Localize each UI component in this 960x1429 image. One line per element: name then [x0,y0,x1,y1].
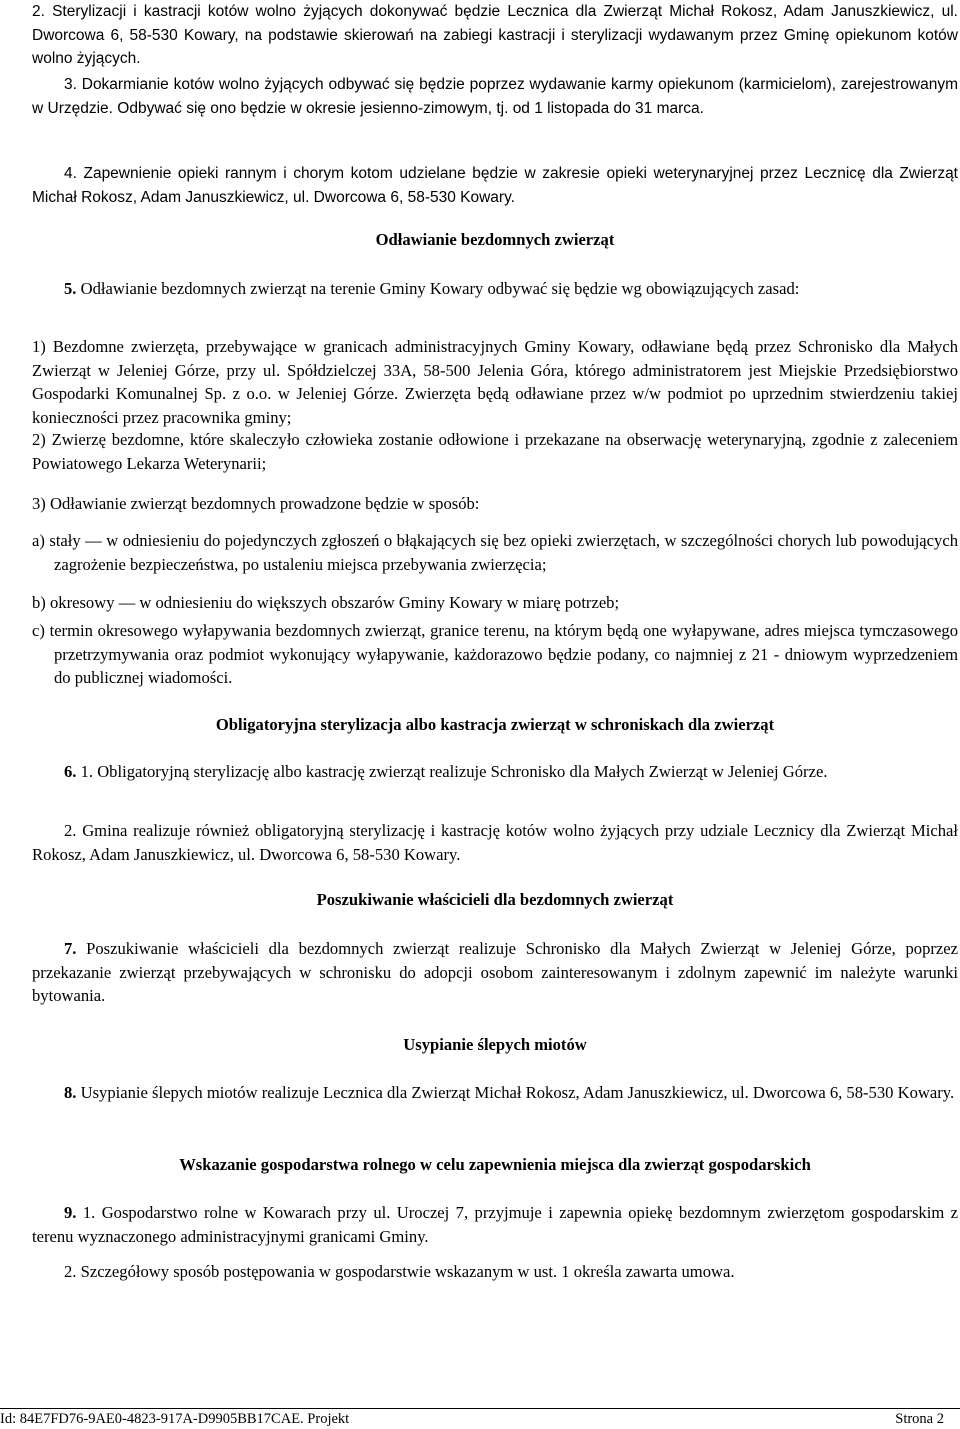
section-7-paragraph [32,937,958,1008]
section-8-number: 8. [64,1083,77,1102]
section-5-item-2: 2) Zwierzę bezdomne, które skaleczyło człowieka zostanie odłowione i przekazane na obserwację weterynaryjną, zgodnie z zaleceniem Powiatowego Lekarza Weterynarii; [32,430,958,473]
heading-section-5: Odławianie bezdomnych zwierząt [375,230,615,249]
heading-section-8: Usypianie ślepych miotów [403,1035,587,1054]
section-6-number: 6. [64,762,77,781]
heading-section-7: Poszukiwanie właścicieli dla bezdomnych zwierząt [316,890,674,909]
section-5-item-1: 1) Bezdomne zwierzęta, przebywające w granicach administracyjnych Gminy Kowary, odławiane będą przez Schronisko dla Małych Zwierząt w Jeleniej Górze, przy ul. Spółdzielczej 33A, 58-500 Jelenia Góra, którego administratorem jest Miejskie Przedsiębiorstwo Gospodarki Komunalnej Sp. z o.o. w Jeleniej Górze. Zwierzęta będą odławiane przez w/w podmiot po uprzednim stwierdzeniu takiej konieczności przez pracownika gminy; [32,337,958,427]
section-8-text: Usypianie ślepych miotów realizuje Lecznica dla Zwierząt Michał Rokosz, Adam Januszkiewicz, ul. Dworcowa 6, 58-530 Kowary. [76,1083,955,1102]
section-9-paragraph-2: 2. Szczegółowy sposób postępowania w gospodarstwie wskazanym w ust. 1 określa zawarta umowa. [64,1262,735,1281]
paragraph-2: 2. Sterylizacji i kastracji kotów wolno żyjących dokonywać będzie Lecznica dla Zwierząt Michał Rokosz, Adam Januszkiewicz, ul. Dworcowa 6, 58-530 Kowary, na podstawie skierowań na zabiegi kastracji i sterylizacji wydawanym przez Gminę opiekunom kotów wolno żyjących. [32,3,958,67]
section-7-text: Poszukiwanie właścicieli dla bezdomnych zwierząt realizuje Schronisko dla Małych Zwierząt w Jeleniej Górze, poprzez przekazanie zwierząt przebywających w schronisku do adopcji osobom zainteresowanym i zdolnym zapewnić im należyte warunki bytowania. [32,939,958,1005]
section-6-paragraph-1 [32,760,958,784]
section-9-paragraph-1 [32,1201,958,1248]
section-5-intro [32,277,958,301]
section-5-sub-b: b) okresowy — w odniesieniu do większych obszarów Gminy Kowary w miarę potrzeb; [32,593,620,612]
section-6-paragraph-2: 2. Gmina realizuje również obligatoryjną sterylizację i kastrację kotów wolno żyjących przy udziale Lecznicy dla Zwierząt Michał Rokosz, Adam Januszkiewicz, ul. Dworcowa 6, 58-530 Kowary. [32,821,958,864]
section-9-number: 9. [64,1203,77,1222]
section-5-item-3: 3) Odławianie zwierząt bezdomnych prowadzone będzie w sposób: [32,494,480,513]
section-5-number: 5. [64,279,77,298]
section-5-sub-a: a) stały — w odniesieniu do pojedynczych zgłoszeń o błąkających się bez opieki zwierzętach, w szczególności chorych lub powodujących zagrożenie bezpieczeństwa, po ustaleniu miejsca przebywania zwierzęcia; [32,531,958,574]
section-9-text-1: 1. Gospodarstwo rolne w Kowarach przy ul. Uroczej 7, przyjmuje i zapewnia opiekę bezdomnym zwierzętom gospodarskim z terenu wyznaczonego administracyjnymi granicami Gminy. [32,1203,958,1246]
page-footer [0,1408,960,1429]
section-5-sub-c: c) termin okresowego wyłapywania bezdomnych zwierząt, granice terenu, na którym będą one wyłapywane, adres miejsca tymczasowego przetrzymywania oraz podmiot wykonujący wyłapywanie, każdorazowo będzie podany, co najmniej z 21 - dniowym wyprzedzeniem do publicznej wiadomości. [32,621,958,687]
section-7-number: 7. [64,939,77,958]
paragraph-3: 3. Dokarmianie kotów wolno żyjących odbywać się będzie poprzez wydawanie karmy opiekunom (karmicielom), zarejestrowanym w Urzędzie. Odbywać się ono będzie w okresie jesienno-zimowym, tj. od 1 listopada do 31 marca. [32,76,958,117]
section-6-text-1: 1. Obligatoryjną sterylizację albo kastrację zwierząt realizuje Schronisko dla Małych Zwierząt w Jeleniej Górze. [76,762,828,781]
heading-section-9: Wskazanie gospodarstwa rolnego w celu zapewnienia miejsca dla zwierząt gospodarskich [179,1155,811,1174]
section-5-intro-text: Odławianie bezdomnych zwierząt na terenie Gminy Kowary odbywać się będzie wg obowiązujących zasad: [76,279,800,298]
paragraph-4: 4. Zapewnienie opieki rannym i chorym kotom udzielane będzie w zakresie opieki weterynaryjnej przez Lecznicę dla Zwierząt Michał Rokosz, Adam Januszkiewicz, ul. Dworcowa 6, 58-530 Kowary. [32,165,958,206]
section-8-paragraph [32,1081,958,1105]
document-id: Id: 84E7FD76-9AE0-4823-917A-D9905BB17CAE. Projekt [0,1411,350,1427]
heading-section-6: Obligatoryjna sterylizacja albo kastracja zwierząt w schroniskach dla zwierząt [215,715,775,734]
page-number: Strona 2 [895,1411,944,1427]
